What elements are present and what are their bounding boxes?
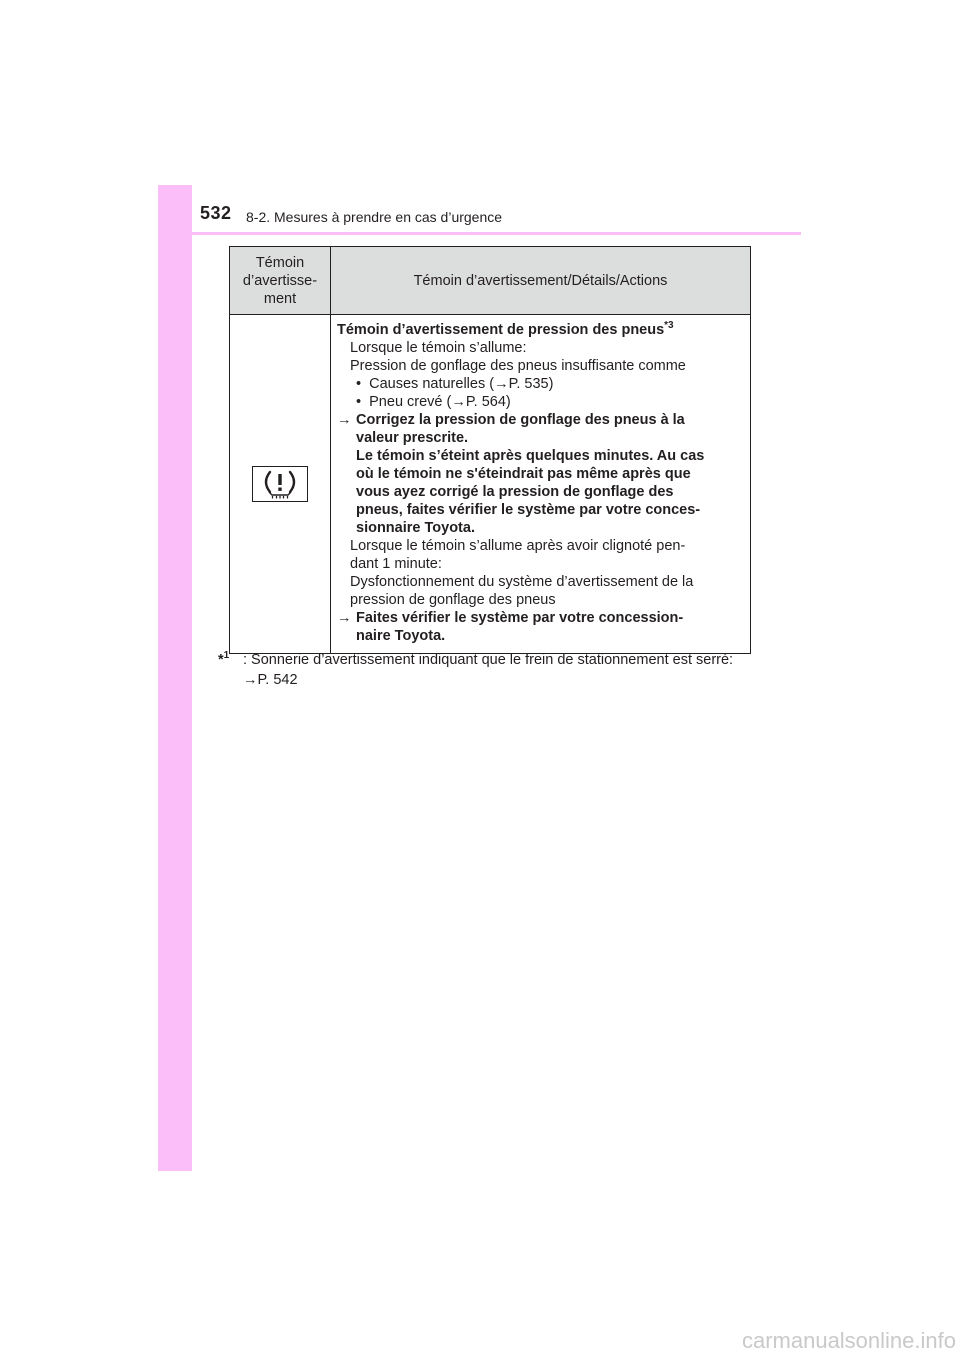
watermark: carmanualsonline.info (741, 1328, 956, 1353)
blink-case-line: pression de gonflage des pneus (350, 592, 556, 608)
warning-light-table (229, 246, 751, 654)
footnote-line: : Sonnerie d’avertissement indiquant que le frein de stationnement est (243, 652, 692, 668)
tire-pressure-warning-icon (252, 466, 308, 502)
when-on-text: Lorsque le témoin s’allume: (350, 340, 527, 356)
footnote-number: 1 (223, 650, 230, 662)
icon-cell (230, 315, 331, 654)
col-header-line-2: d’avertisse- (242, 272, 318, 289)
cause-item: • Pneu crevé (→P. 564) (356, 394, 511, 410)
arrow-glyph: → (451, 394, 466, 410)
col-header-warning-light (230, 247, 331, 315)
details-cell (331, 315, 751, 654)
action-line: Corrigez la pression de gonflage des pneus à la (356, 412, 685, 428)
footnote-page-reference[interactable]: →P. 542 (243, 672, 298, 688)
blink-case-line: dant 1 minute: (350, 556, 442, 572)
footnote (218, 650, 746, 690)
blink-case-line: Dysfonctionnement du système d’avertissement de la (350, 574, 694, 590)
action-line: Faites vérifier le système par votre concession- (356, 610, 684, 626)
arrow-glyph: → (337, 610, 352, 626)
page-reference[interactable]: P. 535) (508, 376, 554, 392)
cause-item-text: Pneu crevé ( (369, 394, 452, 410)
section-title: 8-2. Mesures à prendre en cas d’urgence (246, 209, 503, 225)
row-title-footnote-mark: *3 (664, 320, 674, 332)
action-line: sionnaire Toyota. (356, 520, 475, 536)
footnote-line: serré: (696, 652, 734, 668)
row-title-text: Témoin d’avertissement de pression des pneus (337, 322, 665, 338)
col-header-line-1: Témoin (255, 254, 305, 271)
action-line: valeur prescrite. (356, 430, 469, 446)
table-header-row (230, 247, 751, 315)
table-row (230, 315, 751, 654)
cause-item: • Causes naturelles (→P. 535) (356, 376, 554, 392)
blink-case-line: Lorsque le témoin s’allume après avoir clignoté pen- (350, 538, 686, 554)
action-line: vous ayez corrigé la pression de gonflage des (356, 484, 674, 500)
col-header-details: Témoin d’avertissement/Détails/Actions (331, 247, 751, 315)
side-color-band (158, 185, 192, 1171)
cause-intro-text: Pression de gonflage des pneus insuffisante comme (350, 358, 686, 374)
action-text (337, 411, 742, 429)
action-text (337, 609, 742, 627)
action-line: où le témoin ne s'éteindrait pas même après que (356, 466, 691, 482)
page-number: 532 (200, 203, 232, 223)
cause-item-text: Causes naturelles ( (369, 376, 495, 392)
page-reference[interactable]: P. 564) (465, 394, 511, 410)
footnote-mark (218, 650, 229, 670)
arrow-glyph: → (494, 376, 509, 392)
header-rule (158, 232, 801, 235)
footnote-asterisk: * (218, 652, 224, 668)
action-line: pneus, faites vérifier le système par votre conces- (356, 502, 701, 518)
action-line: Le témoin s’éteint après quelques minutes. Au cas (356, 448, 705, 464)
action-line: naire Toyota. (356, 628, 446, 644)
col-header-line-3: ment (263, 290, 297, 307)
footnote-text (218, 650, 746, 670)
row-title (337, 321, 742, 339)
arrow-glyph: → (337, 412, 352, 428)
